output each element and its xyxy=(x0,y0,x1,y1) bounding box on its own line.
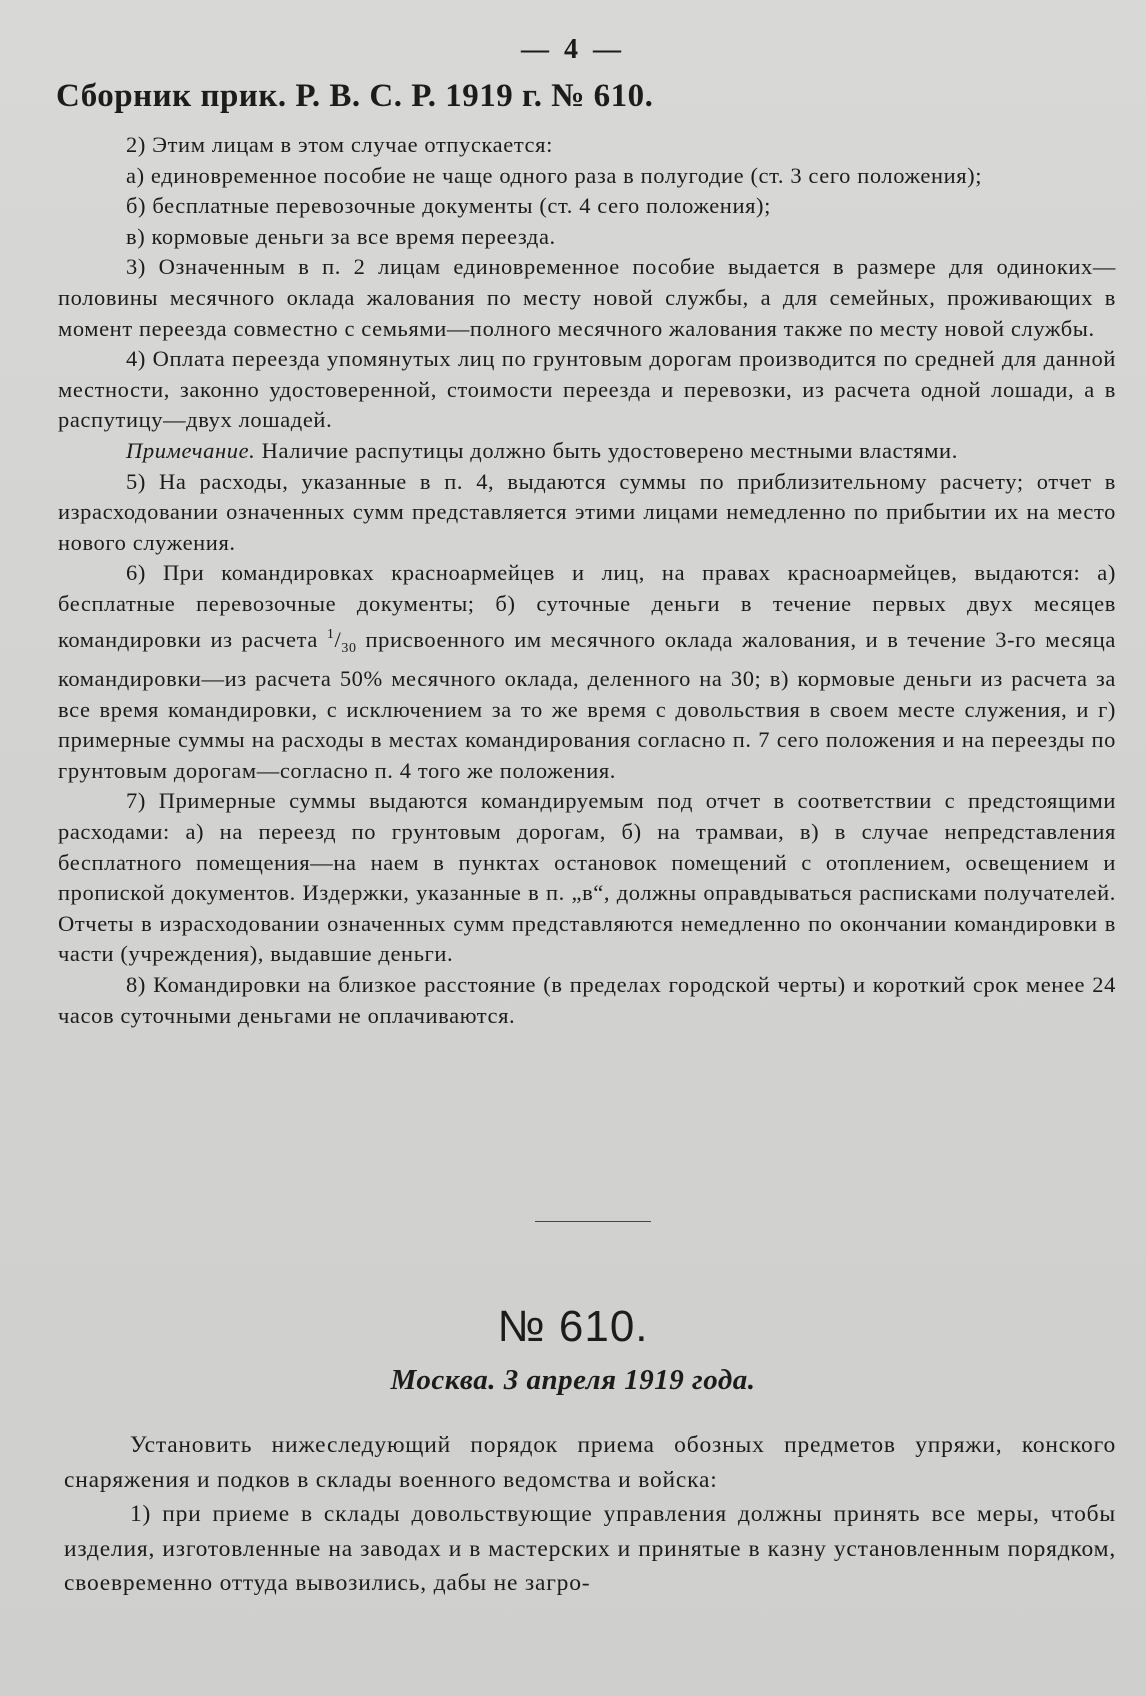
note-paragraph xyxy=(58,436,1116,467)
order-paragraph-intro: Установить нижеследующий порядок приема обозных предметов упряжи, конского снаряжения и подков в склады военного ведомства и войска: xyxy=(64,1432,1116,1493)
paragraph-3: 3) Означенным в п. 2 лицам единовременное пособие выдается в размере для одиноких—половины месячного оклада жалования по месту новой службы, а для семейных, проживающих в момент переезда совместно с семьями—полного месячного жалования также по месту новой службы. xyxy=(58,254,1116,341)
place-date-line: Москва. 3 апреля 1919 года. xyxy=(390,1364,756,1396)
fraction-numerator: 1 xyxy=(326,626,335,642)
running-header: Сборник прик. Р. В. С. Р. 1919 г. № 610. xyxy=(56,78,654,114)
paragraph-2a: а) единовременное пособие не чаще одного раза в полугодие (ст. 3 сего положения); xyxy=(126,162,983,188)
regulation-text xyxy=(58,130,1116,1031)
paragraph-7: 7) Примерные суммы выдаются командируемым под отчет в соответствии с предстоящими расходами: а) на переезд по грунтовым дорогам, б) на трамваи, в) в случае непредставления бесплатного помещения—на наем в пунктах остановок помещений с отоплением, освещением и пропиской документов. Издержки, указанные в п. „в“, должны оправдываться расписками получателей. Отчеты в израсходовании означенных сумм представляются немедленно по окончании командировки в части (учреждения), выдавшие деньги. xyxy=(58,788,1116,967)
paragraph-4: 4) Оплата переезда упомянутых лиц по грунтовым дорогам производится по средней для данной местности, законно удостоверенной, стоимости переезда и перевозки, из расчета одной лошади, а в распутицу—двух лошадей. xyxy=(58,346,1116,433)
paragraph-6: 6) При командировках красноармейцев и лиц, на правах красноармейцев, выдаются: а) бесплатные перевозочные документы; б) суточные деньги в течение первых двух месяцев командировки из расчета $^1/_{30}$ присвоенного им месячного оклада жалования, и в течение 3-го месяца командировки—из расчета 50% месячного оклада, деленного на 30; в) кормовые деньги из расчета за все время командировки, с исключением за то же время с довольствия в своем месте служения, и г) примерные суммы на расходы в местах командирования согласно п. 7 сего положения и на переезды по грунтовым дорогам—согласно п. 4 того же положения. xyxy=(58,560,1116,783)
note-text: Наличие распутицы должно быть удостоверено местными властями. xyxy=(255,437,958,463)
paragraph-6-part-2: присвоенного им месячного оклада жалования, и в течение 3-го месяца командировки—из расчета 50% месячного оклада, деленного на 30; в) кормовые деньги из расчета за все время командировки, с исключением за то же время с довольствия в своем месте служения, и г) примерные суммы на расходы в местах командирования согласно п. 7 сего положения и на переезды по грунтовым дорогам—согласно п. 4 того же положения. xyxy=(58,626,1116,783)
paragraph-5: 5) На расходы, указанные в п. 4, выдаются суммы по приблизительному расчету; отчет в израсходовании означенных сумм представляется этими лицами немедленно по прибытии их на место нового служения. xyxy=(58,468,1116,555)
note-label: Примечание. xyxy=(126,437,256,463)
paragraph-2: 2) Этим лицам в этом случае отпускается: xyxy=(126,132,553,157)
order-number-heading: № 610. xyxy=(497,1302,649,1351)
paragraph-8: 8) Командировки на близкое расстояние (в пределах городской черты) и короткий срок менее 24 часов суточными деньгами не оплачиваются. xyxy=(58,972,1116,1028)
fraction-denominator: 30 xyxy=(341,640,357,656)
order-paragraph-1: 1) при приеме в склады довольствующие управления должны принять все меры, чтобы изделия, изготовленные на заводах и в мастерских и принятые в казну установленным порядком, своевременно оттуда вывозились, дабы не загро- xyxy=(64,1501,1116,1596)
section-divider xyxy=(535,1221,651,1222)
paragraph-6-part-1: 6) При командировках красноармейцев и лиц, на правах красноармейцев, выдаются: а) бесплатные перевозочные документы; б) суточные деньги в течение первых двух месяцев командировки из расчета xyxy=(58,560,1116,652)
order-text xyxy=(64,1428,1116,1601)
page-number: — 4 — xyxy=(521,34,625,65)
paragraph-2b: б) бесплатные перевозочные документы (ст. 4 сего положения); xyxy=(126,193,771,219)
paragraph-2v: в) кормовые деньги за все время переезда. xyxy=(126,223,556,249)
